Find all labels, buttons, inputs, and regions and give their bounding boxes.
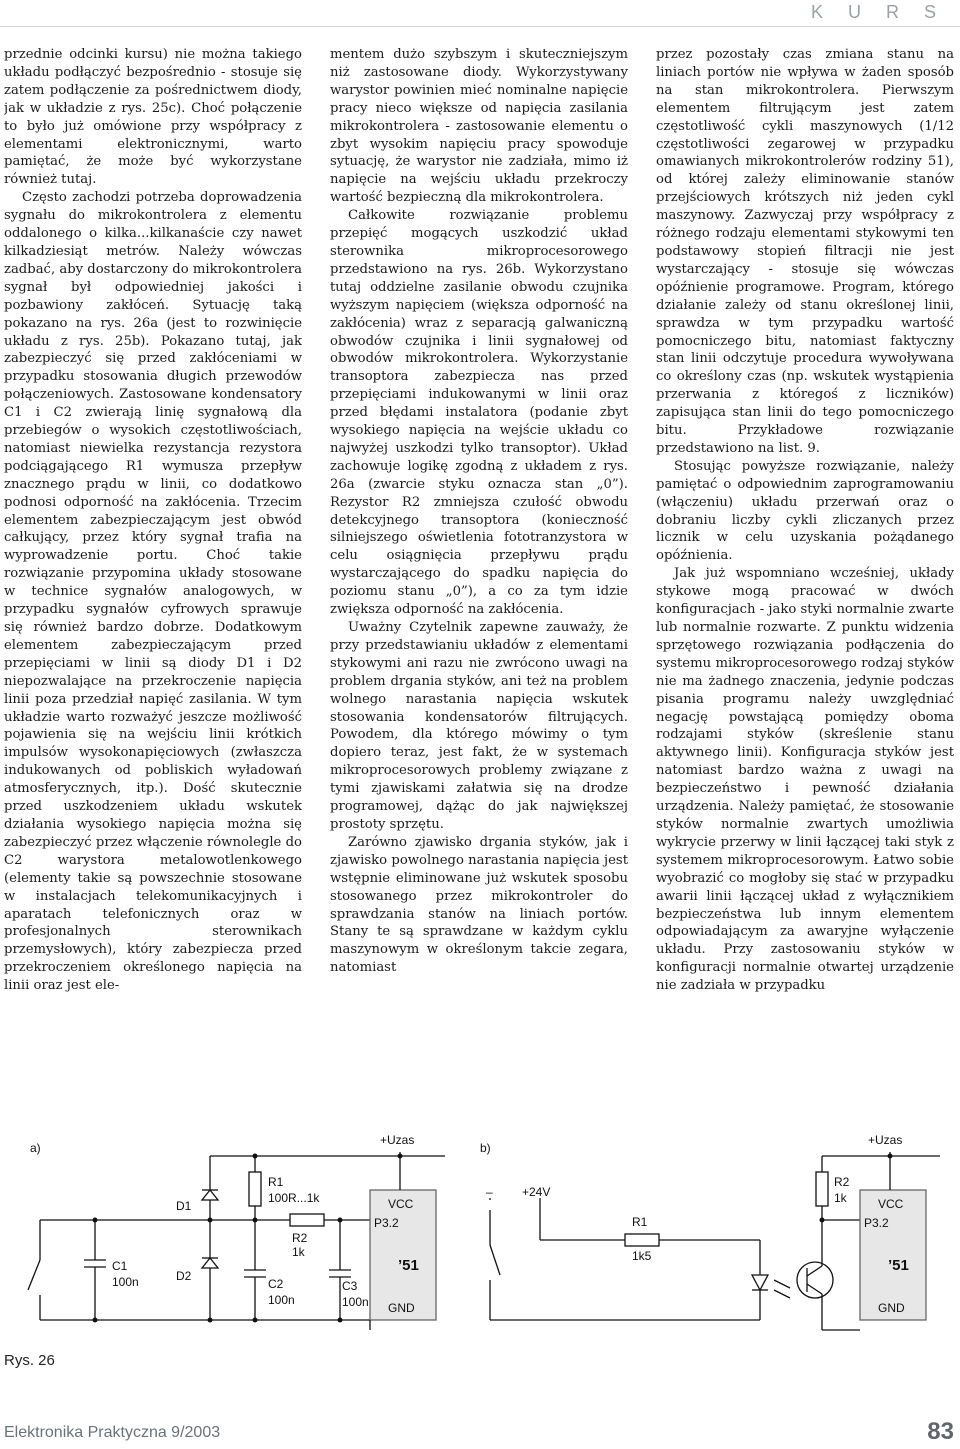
- c2-value: 100n: [268, 1293, 295, 1307]
- chip-b-gnd: GND: [878, 1301, 905, 1315]
- paragraph: przednie odcinki kursu) nie można takiego układu podłączyć bezpośrednio - stosuje się zatem podłączenie za pośrednictwem diody, jak w układzie z rys. 25c). Choć połączenie to było już omówione przy współpracy z elementami elektronicznymi, warto pamiętać, że może być wykorzystane również tutaj.: [4, 47, 302, 188]
- fig-b-24v: +24V: [522, 1185, 551, 1199]
- magazine-footer: Elektronika Praktyczna 9/2003: [4, 1424, 221, 1441]
- text-column-2: [330, 46, 628, 1126]
- d2-label: D2: [176, 1269, 192, 1283]
- fig-b-minus: –: [486, 1185, 493, 1199]
- r1-label: R1: [268, 1175, 284, 1189]
- chip-b-name: ’51: [888, 1257, 909, 1274]
- c3-value: 100n: [342, 1295, 369, 1309]
- chip-a-pin: P3.2: [374, 1216, 399, 1230]
- text-column-3: [656, 46, 954, 1126]
- chip-b-vcc: VCC: [878, 1197, 904, 1211]
- b-r1-label: R1: [632, 1215, 648, 1229]
- r1-value: 100R...1k: [268, 1191, 320, 1205]
- paragraph: Całkowite rozwiązanie problemu przepięć mogących uszkodzić układ sterownika mikroprocesorowego przedstawiono na rys. 26b. Wykorzystano tutaj oddzielne zasilanie obwodu czujnika wyższym napięciem (większa odporność na zakłócenia) wraz z separacją galwaniczną obwodów czujnika i linii sygnałowej od obwodów mikrokontrolera. Wykorzystanie transoptora zabezpiecza nas przed przepięciami indukowanymi w linii oraz przed błędami instalatora (podanie zbyt wysokiego napięcia na wejście układu co najwyżej uszkodzi tylko transoptor). Układ zachowuje logikę zgodną z układem z rys. 26a (zwarcie styku oznacza stan „0”). Rezystor R2 zmniejsza czułość obwodu detekcyjnego transoptora (konieczność silniejszego oświetlenia fototranzystora w celu osiągnięcia przepływu prądu wystarczającego do spadku napięcia do poziomu stanu „0”), a co za tym idzie zwiększa odporność na zakłócenia.: [330, 208, 628, 618]
- r2-label: R2: [292, 1231, 308, 1245]
- chip-a-name: ’51: [398, 1257, 419, 1274]
- fig-a-label: a): [30, 1141, 41, 1155]
- paragraph: Jak już wspomniano wcześniej, układy stykowe mogą pracować w dwóch konfiguracjach - jako styki normalnie zwarte lub normalnie rozwarte. Z punktu widzenia sprzętowego rozwiązania podłączenia do systemu mikroprocesorowego rodzaj styków nie ma żadnego znaczenia, jedynie podczas pisania programu należy uwzględniać negację powstającą pomiędzy oboma rodzajami styków (skreślenie stanu aktywnego linii). Konfiguracja styków jest natomiast bardzo ważna z uwagi na bezpieczeństwo i pewność działania urządzenia. Należy pamiętać, że stosowanie styków normalnie zwartych umożliwia wykrycie przerwy w linii łączącej taki styk z systemem mikroprocesorowym. Łatwo sobie wyobrazić co mogłoby się stać w przypadku awarii linii łączącej układ z wyłącznikiem bezpieczeństwa lub innym elementem odpowiadającym za awaryjne wyłączenie układu. Przy zastosowaniu styków w konfiguracji normalnie otwartej urządzenie nie zadziała w przypadku: [656, 566, 954, 994]
- b-r1-value: 1k5: [632, 1249, 652, 1263]
- c1-value: 100n: [112, 1275, 139, 1289]
- c2-label: C2: [268, 1277, 284, 1291]
- d1-label: D1: [176, 1199, 192, 1213]
- paragraph: mentem dużo szybszym i skuteczniejszym niż zastosowane diody. Wykorzystywany warystor powinien mieć nominalne napięcie pracy nieco większe od napięcia zasilania mikrokontrolera - zastosowanie elementu o zbyt wysokim napięciu pracy spowoduje sytuację, że warystor nie zadziała, mimo iż napięcie na wejściu układu przekroczy wartość bezpieczną dla mikrokontrolera.: [330, 47, 628, 206]
- text-column-1: [4, 46, 302, 1126]
- c3-label: C3: [342, 1279, 358, 1293]
- paragraph: Uważny Czytelnik zapewne zauważy, że przy przedstawianiu układów z elementami stykowymi ani razu nie zwrócono uwagi na problem drgania styków, ani też na problem wolnego narastania napięcia wskutek stosowania kondensatorów filtrujących. Powodem, dla którego mówimy o tym dopiero teraz, jest fakt, że w systemach mikroprocesorowych problemy związane z tymi zjawiskami załatwia się na drodze programowej, dążąc do jak największej prostoty sprzętu.: [330, 620, 628, 832]
- circuit-figure: [0, 1130, 960, 1380]
- paragraph: Zarówno zjawisko drgania styków, jak i zjawisko powolnego narastania napięcia jest wstępnie eliminowane już wskutek sposobu stosowanego przez mikrokontroler do sprawdzania stanów na liniach portów. Stany te są sprawdzane w każdym cyklu maszynowym w określonym takcie zegara, natomiast: [330, 834, 628, 976]
- chip-b-pin: P3.2: [864, 1216, 889, 1230]
- r2-value: 1k: [292, 1245, 305, 1259]
- page-number: 83: [927, 1418, 954, 1445]
- chip-a-gnd: GND: [388, 1301, 415, 1315]
- figure-caption: Rys. 26: [4, 1352, 55, 1369]
- paragraph: przez pozostały czas zmiana stanu na liniach portów nie wpływa w żaden sposób na stan mikrokontrolera. Pierwszym elementem filtrującym jest zatem częstotliwość cykli maszynowych (1/12 częstotliwości zegarowej w przypadku omawianych mikrokontrolerów rodziny 51), od której zależy eliminowanie stanów przejściowych krótszych niż jeden cykl maszynowy. Zazwyczaj przy współpracy z różnego rodzaju elementami stykowymi ten podstawowy stopień filtracji nie jest wystarczający - stosuje się wówczas opóźnienie programowe. Program, którego działanie zależy od stanu określonej linii, sprawdza w tym przypadku wartość pomocniczego bitu, natomiast faktyczny stan linii odczytuje procedura wywoływana co określony czas (np. wskutek wystąpienia przerwania z któregoś z liczników) zapisująca stan linii do tego pomocniczego bitu. Przykładowe rozwiązanie przedstawiono na list. 9.: [656, 47, 954, 456]
- paragraph: Często zachodzi potrzeba doprowadzenia sygnału do mikrokontrolera z elementu oddalonego o kilka...kilkanaście czy nawet kilkadziesiąt metrów. Należy wówczas zadbać, aby dostarczony do mikrokontrolera sygnał był odpowiedniej jakości i pozbawiony zakłóceń. Sytuację taką pokazano na rys. 26a (jest to rozwinięcie układu z rys. 25b). Pokazano tutaj, jak zabezpieczyć się przed zakłóceniami w przypadku stosowania długich przewodów połączeniowych. Zastosowane kondensatory C1 i C2 zwierają linię sygnałową dla przebiegów o wysokich częstotliwościach, natomiast niewielka rezystancja rezystora podciągającego R1 wymusza przepływ znacznego prądu w linii, co dodatkowo podnosi odporność na zakłócenia. Trzecim elementem zabezpieczającym jest obwód całkujący, przez który sygnał trafia na wyprowadzenie portu. Choć takie rozwiązanie przypomina układy stosowane w technice sygnałów analogowych, w przypadku sygnałów cyfrowych sprawuje się również bardzo dobrze. Dodatkowym elementem zabezpieczającym przed przepięciami w linii są diody D1 i D2 niepozwalające na przekroczenie napięcia linii poza przedział napięć zasilania. W tym układzie warto rozważyć jeszcze możliwość pojawienia się na wejściu linii krótkich impulsów wysokonapięciowych (zwłaszcza indukowanych od pobliskich wyładowań atmosferycznych, itp.). Dość skutecznie przed uszkodzeniem układu wskutek działania wysokiego napięcia można się zabezpieczyć przez włączenie równolegle do C2 warystora metalowotlenkowego (elementy takie są powszechnie stosowane w instalacjach telekomunikacyjnych i aparatach telefonicznych oraz w profesjonalnych sterownikach przemysłowych), który zabezpiecza przed przekroczeniem określonego napięcia na linii oraz jest ele-: [4, 190, 302, 994]
- header-rule: [0, 26, 960, 27]
- b-r2-label: R2: [834, 1175, 850, 1189]
- b-r2-value: 1k: [834, 1191, 847, 1205]
- fig-b-supply: +Uzas: [868, 1133, 903, 1147]
- fig-a-supply: +Uzas: [380, 1133, 415, 1147]
- chip-a-vcc: VCC: [388, 1197, 414, 1211]
- section-header: K U R S: [810, 2, 946, 22]
- fig-b-label: b): [480, 1141, 491, 1155]
- paragraph: Stosując powyższe rozwiązanie, należy pamiętać o odpowiednim zaprogramowaniu (włączeniu) układu przerwań oraz o dobraniu liczby cykli zliczanych przez licznik w celu uzyskania pożądanego opóźnienia.: [656, 458, 954, 564]
- c1-label: C1: [112, 1259, 128, 1273]
